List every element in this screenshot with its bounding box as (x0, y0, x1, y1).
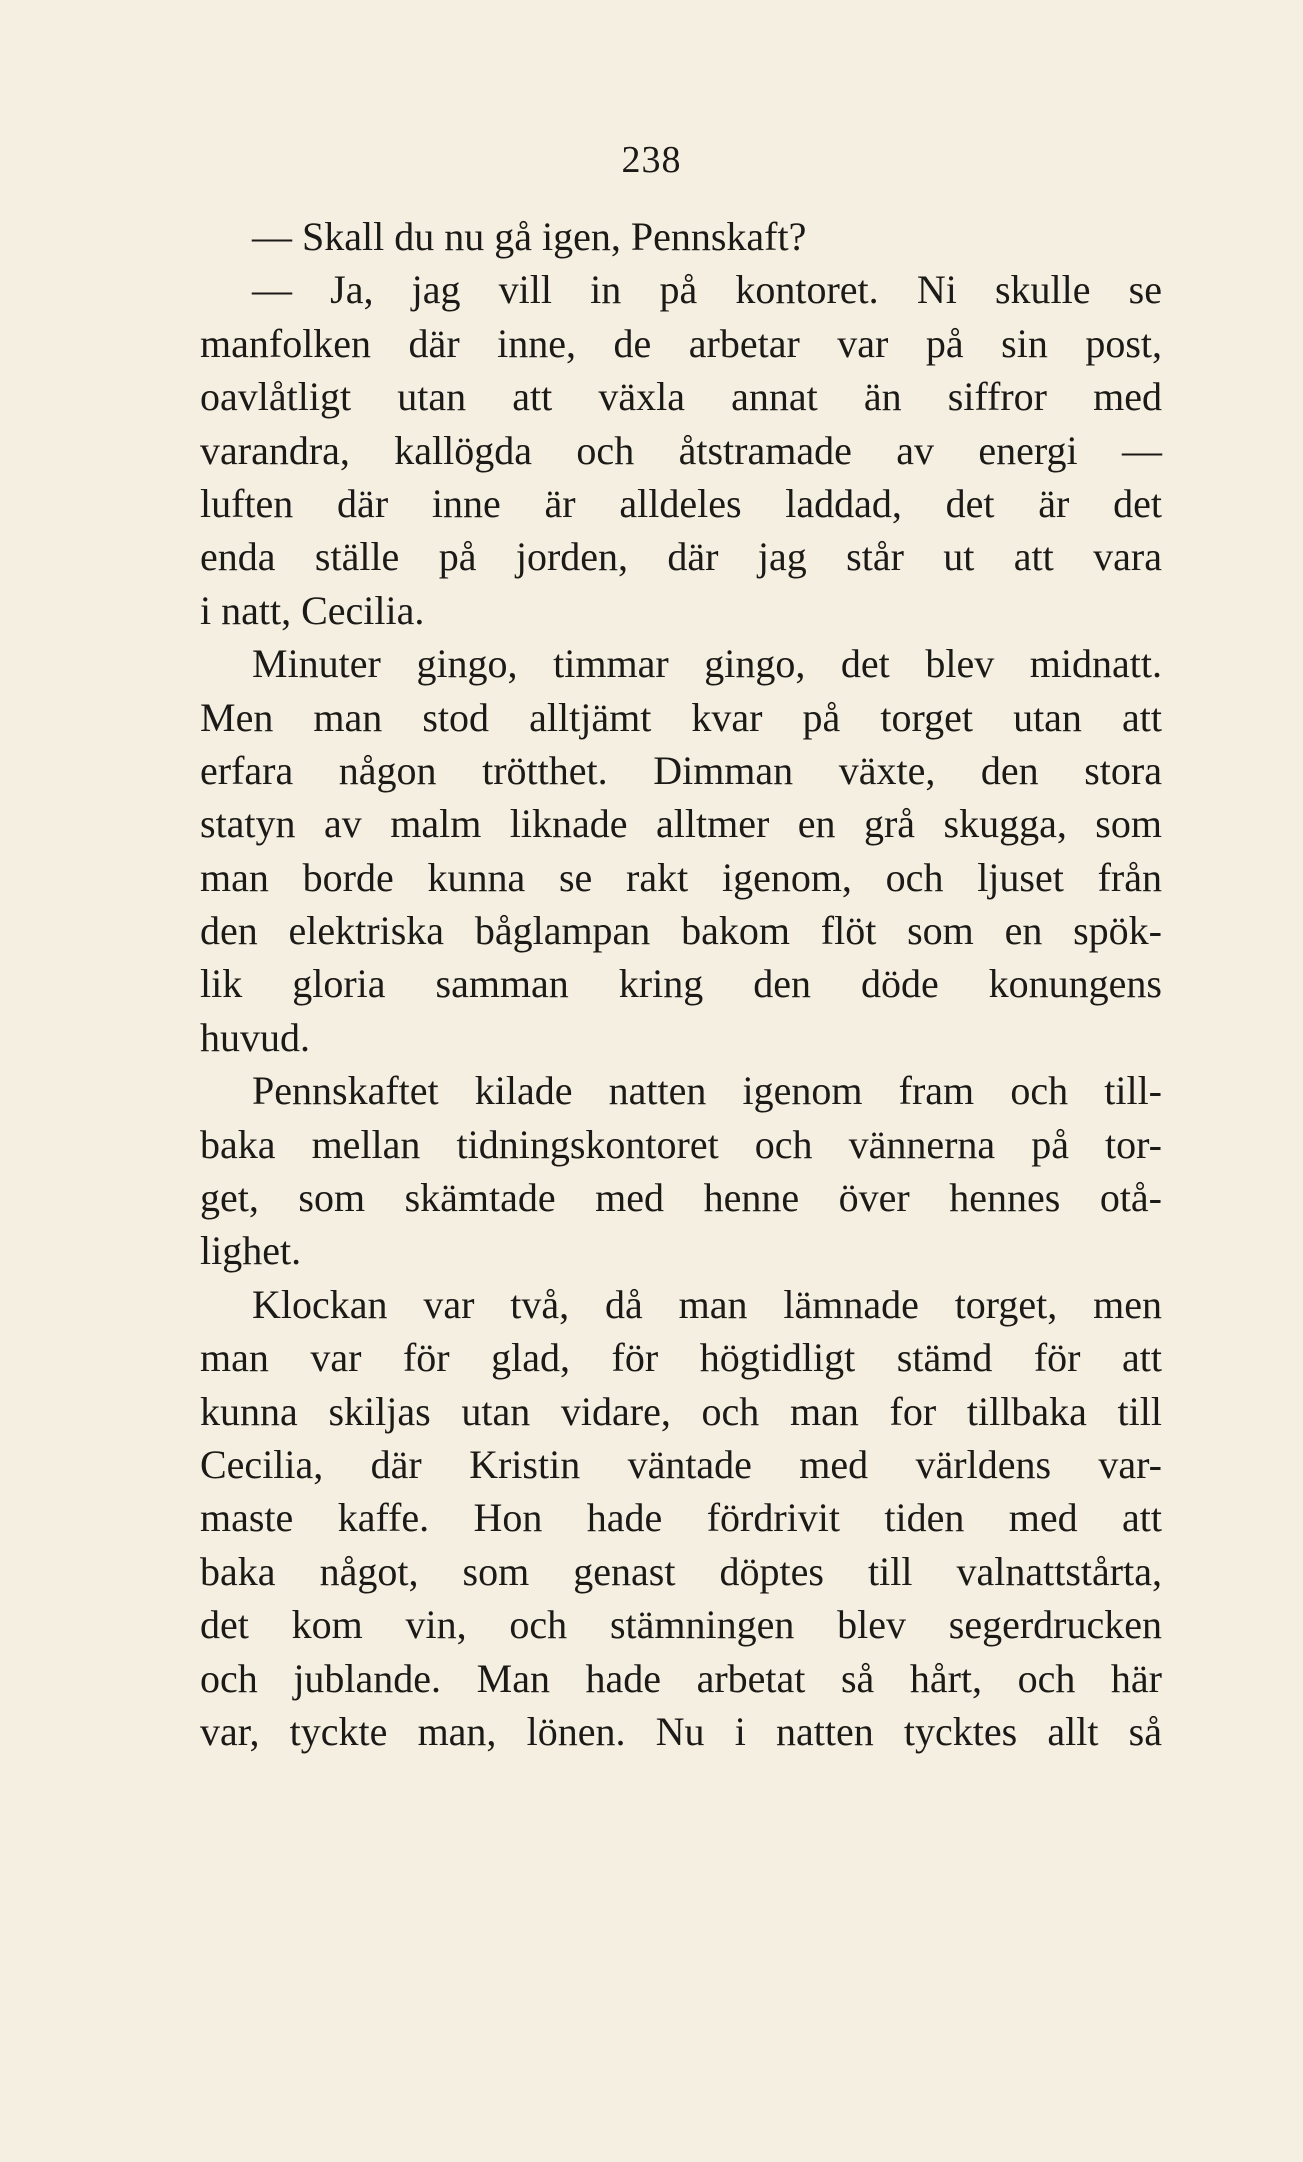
text-line: i natt, Cecilia. (200, 587, 425, 633)
paragraph (200, 637, 1162, 1064)
text-line: det kom vin, och stämningen blev segerdrucken (200, 1602, 1162, 1648)
paragraph (200, 1064, 1162, 1278)
text-line: erfara någon trötthet. Dimman växte, den stora (200, 747, 1162, 793)
text-line: Cecilia, där Kristin väntade med världens var- (200, 1441, 1162, 1487)
text-line: Klockan var två, då man lämnade torget, men (252, 1281, 1162, 1327)
text-line: — Ja, jag vill in på kontoret. Ni skulle se (252, 267, 1162, 313)
text-line: maste kaffe. Hon hade fördrivit tiden med att (200, 1495, 1162, 1541)
text-line: huvud. (200, 1014, 310, 1060)
text-line: baka något, som genast döptes till valnattstårta, (200, 1548, 1162, 1594)
text-line: Pennskaftet kilade natten igenom fram och till- (252, 1068, 1162, 1114)
text-line: lik gloria samman kring den döde konungens (200, 961, 1162, 1007)
page-number: 238 (621, 139, 682, 181)
text-line: enda ställe på jorden, där jag står ut att vara (200, 534, 1162, 580)
text-line: den elektriska båglampan bakom flöt som en spök- (200, 908, 1162, 954)
text-line: manfolken där inne, de arbetar var på sin post, (200, 320, 1162, 366)
text-line: varandra, kallögda och åtstramade av energi — (200, 427, 1162, 473)
text-line: — Skall du nu gå igen, Pennskaft? (252, 214, 807, 259)
paragraph (200, 210, 1162, 263)
text-line: baka mellan tidningskontoret och vännerna på tor- (200, 1121, 1162, 1167)
text-line: lighet. (200, 1228, 302, 1274)
paragraph (200, 1278, 1162, 1759)
body-text (200, 210, 1162, 1758)
text-line: get, som skämtade med henne över hennes otå- (200, 1175, 1162, 1221)
text-line: Men man stod alltjämt kvar på torget utan att (200, 694, 1162, 740)
text-line: luften där inne är alldeles laddad, det är det (200, 480, 1162, 526)
text-line: kunna skiljas utan vidare, och man for tillbaka till (200, 1388, 1162, 1434)
text-line: man borde kunna se rakt igenom, och ljuset från (200, 854, 1162, 900)
text-line: var, tyckte man, lönen. Nu i natten tycktes allt så (200, 1708, 1162, 1754)
text-line: man var för glad, för högtidligt stämd för att (200, 1335, 1162, 1381)
text-line: statyn av malm liknade alltmer en grå skugga, som (200, 801, 1162, 847)
text-line: Minuter gingo, timmar gingo, det blev midnatt. (252, 641, 1162, 687)
text-line: och jublande. Man hade arbetat så hårt, och här (200, 1655, 1162, 1701)
paragraph (200, 263, 1162, 637)
text-line: oavlåtligt utan att växla annat än siffror med (200, 374, 1162, 420)
